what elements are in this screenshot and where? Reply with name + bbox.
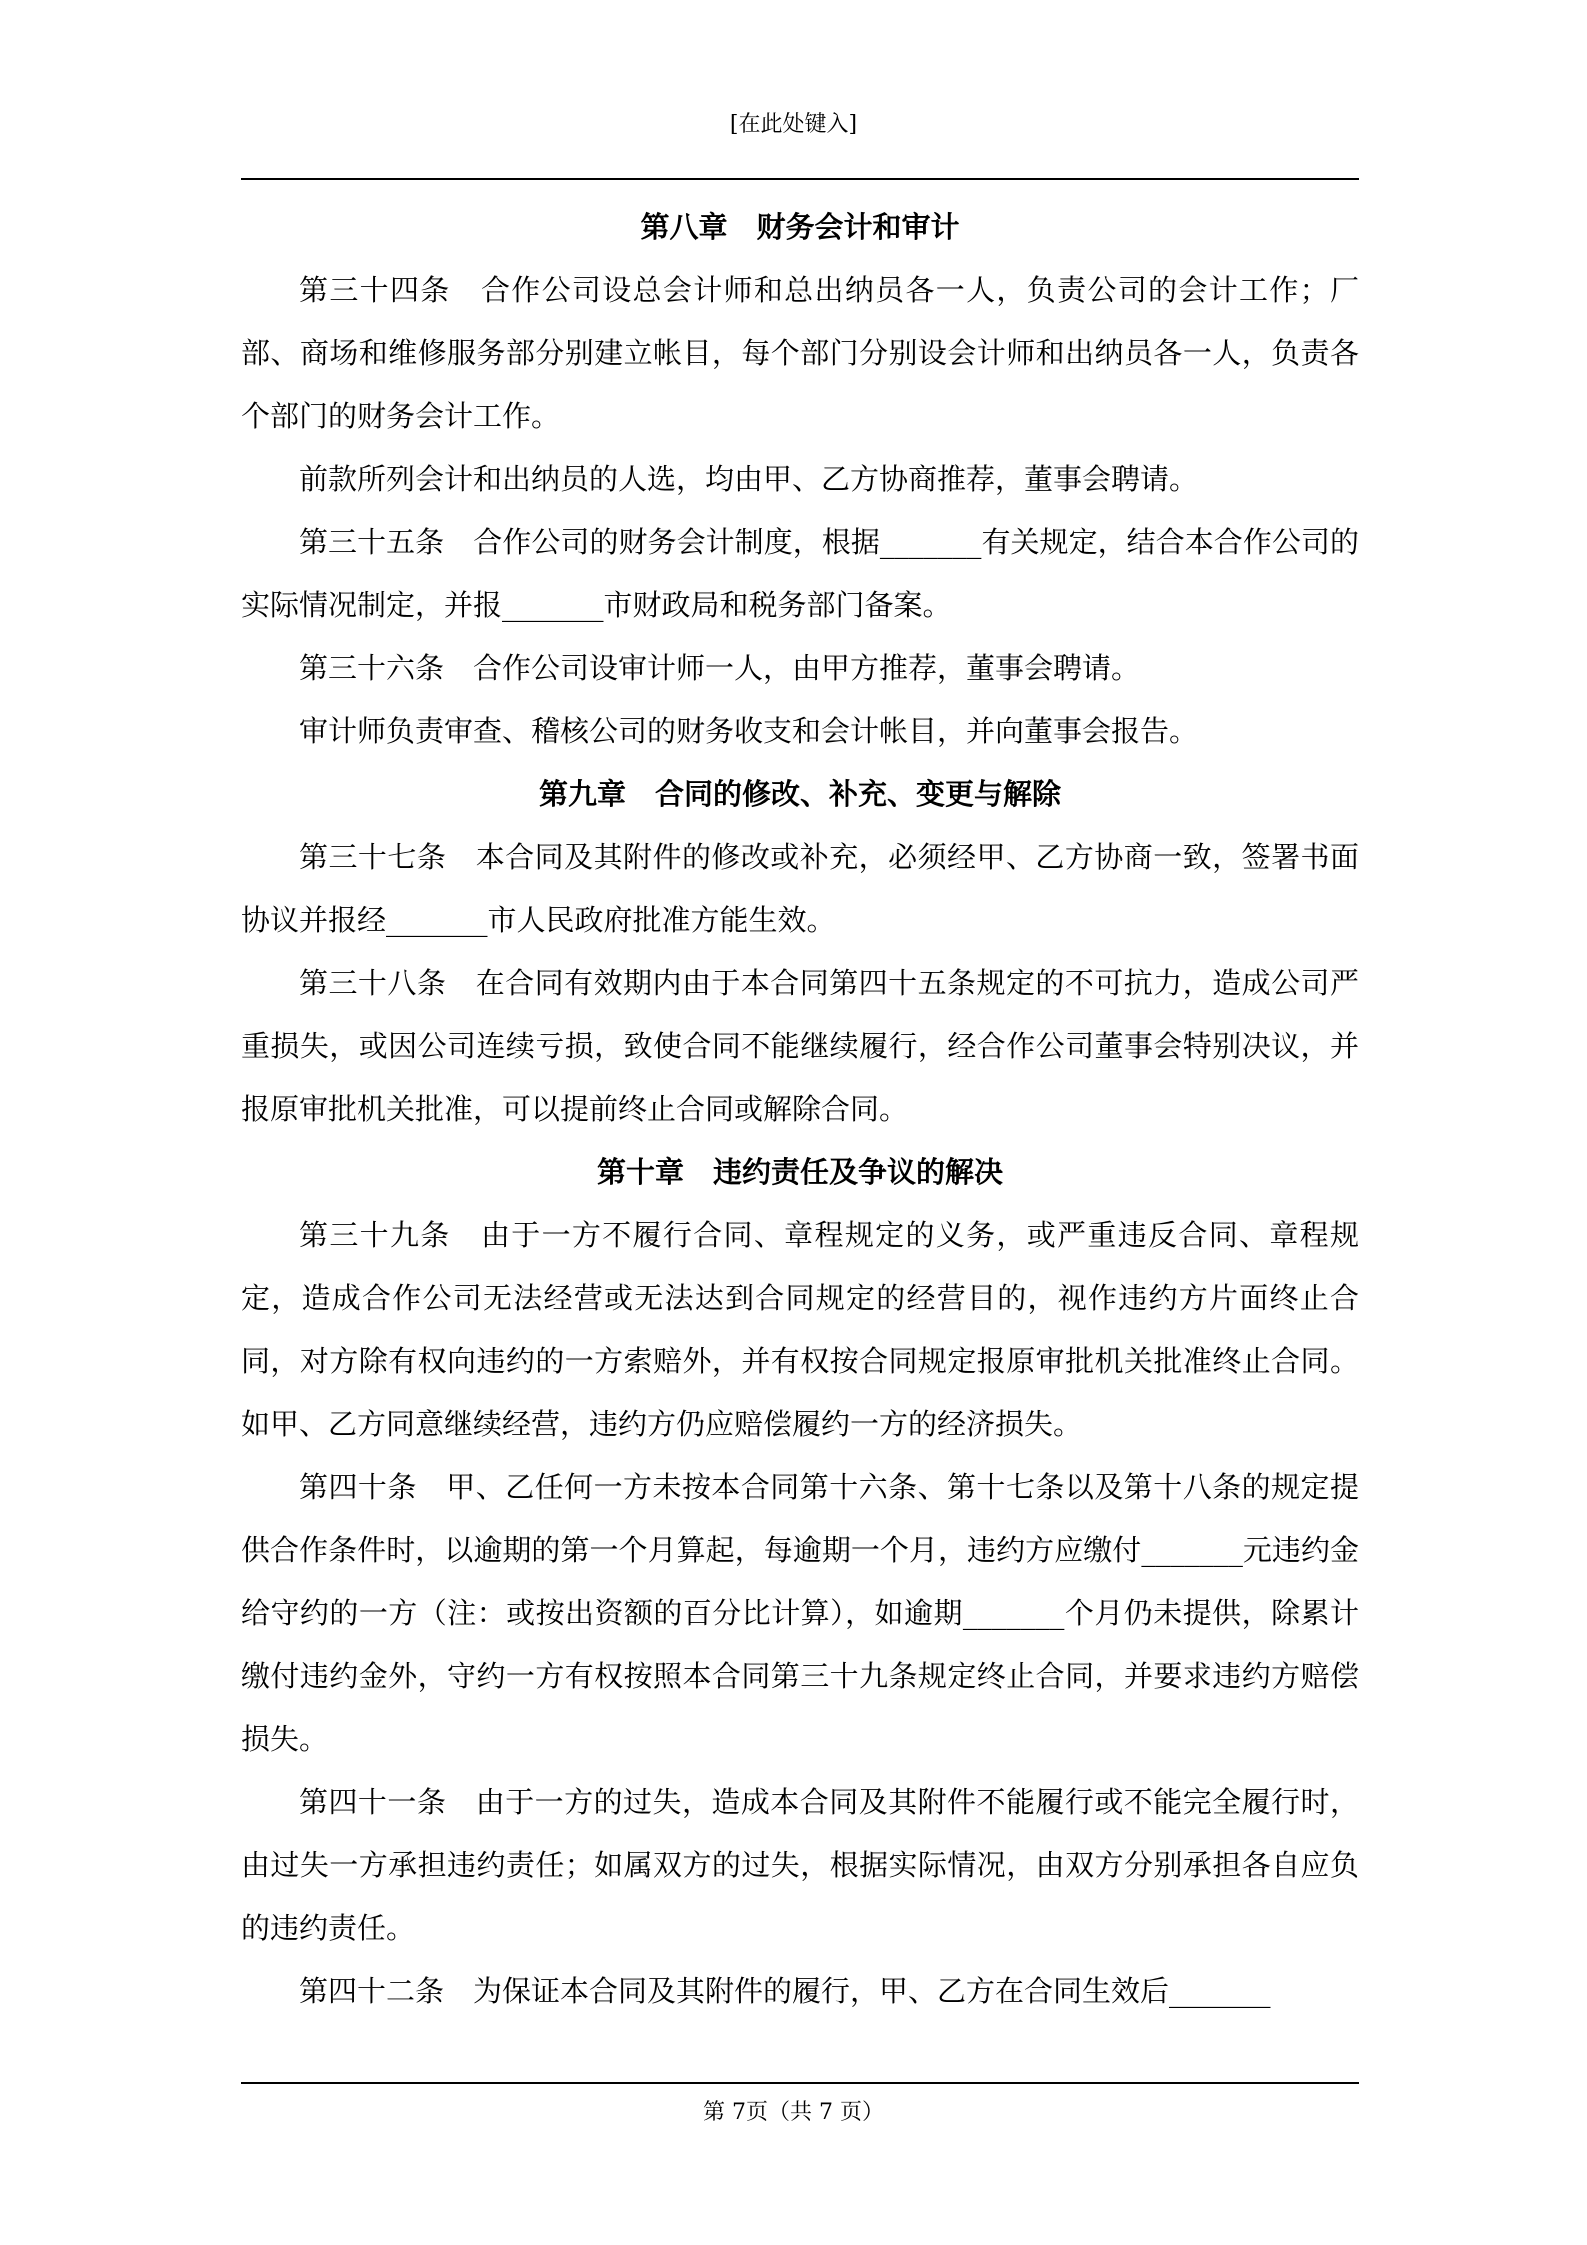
paragraph: 审计师负责审查、稽核公司的财务收支和会计帐目，并向董事会报告。 [299, 714, 1199, 748]
header-divider [241, 178, 1359, 180]
chapter-heading: 第九章 合同的修改、补充、变更与解除 [538, 777, 1061, 811]
paragraph: 前款所列会计和出纳员的人选，均由甲、乙方协商推荐，董事会聘请。 [299, 462, 1199, 496]
chapter-heading: 第八章 财务会计和审计 [640, 210, 960, 244]
paragraph: 第四十条 甲、乙任何一方未按本合同第十六条、第十七条以及第十八条的规定提供合作条件时，以逾期的第一个月算起，每逾期一个月，违约方应缴付_______元违约金给守约的一方（注：或按出资额的百分比计算），如逾期_______个月仍未提供，除累计缴付违约金外，守约一方有权按照本合同第三十九条规定终止合同，并要求违约方赔偿损失。 [241, 1470, 1359, 1756]
paragraph: 第三十九条 由于一方不履行合同、章程规定的义务，或严重违反合同、章程规定，造成合作公司无法经营或无法达到合同规定的经营目的，视作违约方片面终止合同，对方除有权向违约的一方索赔外，并有权按合同规定报原审批机关批准终止合同。如甲、乙方同意继续经营，违约方仍应赔偿履约一方的经济损失。 [241, 1218, 1359, 1441]
paragraph: 第三十八条 在合同有效期内由于本合同第四十五条规定的不可抗力，造成公司严重损失，或因公司连续亏损，致使合同不能继续履行，经合作公司董事会特别决议，并报原审批机关批准，可以提前终止合同或解除合同。 [241, 966, 1359, 1126]
paragraph: 第三十四条 合作公司设总会计师和总出纳员各一人，负责公司的会计工作；厂部、商场和维修服务部分别建立帐目，每个部门分别设会计师和出纳员各一人，负责各个部门的财务会计工作。 [241, 273, 1359, 433]
paragraph: 第三十六条 合作公司设审计师一人，由甲方推荐，董事会聘请。 [299, 651, 1141, 685]
paragraph: 第三十七条 本合同及其附件的修改或补充，必须经甲、乙方协商一致，签署书面协议并报经_______市人民政府批准方能生效。 [241, 840, 1359, 937]
document-body [241, 196, 1359, 2023]
paragraph: 第三十五条 合作公司的财务会计制度，根据_______有关规定，结合本合作公司的实际情况制定，并报_______市财政局和税务部门备案。 [241, 525, 1359, 622]
paragraph: 第四十一条 由于一方的过失，造成本合同及其附件不能履行或不能完全履行时，由过失一方承担违约责任；如属双方的过失，根据实际情况，由双方分别承担各自应负的违约责任。 [241, 1785, 1359, 1945]
chapter-heading: 第十章 违约责任及争议的解决 [596, 1155, 1003, 1189]
page-header: [在此处键入] [729, 112, 858, 137]
footer-divider [241, 2082, 1359, 2084]
paragraph: 第四十二条 为保证本合同及其附件的履行，甲、乙方在合同生效后_______ [299, 1974, 1271, 2008]
page-number: 第 7页（共 7 页） [703, 2100, 884, 2125]
